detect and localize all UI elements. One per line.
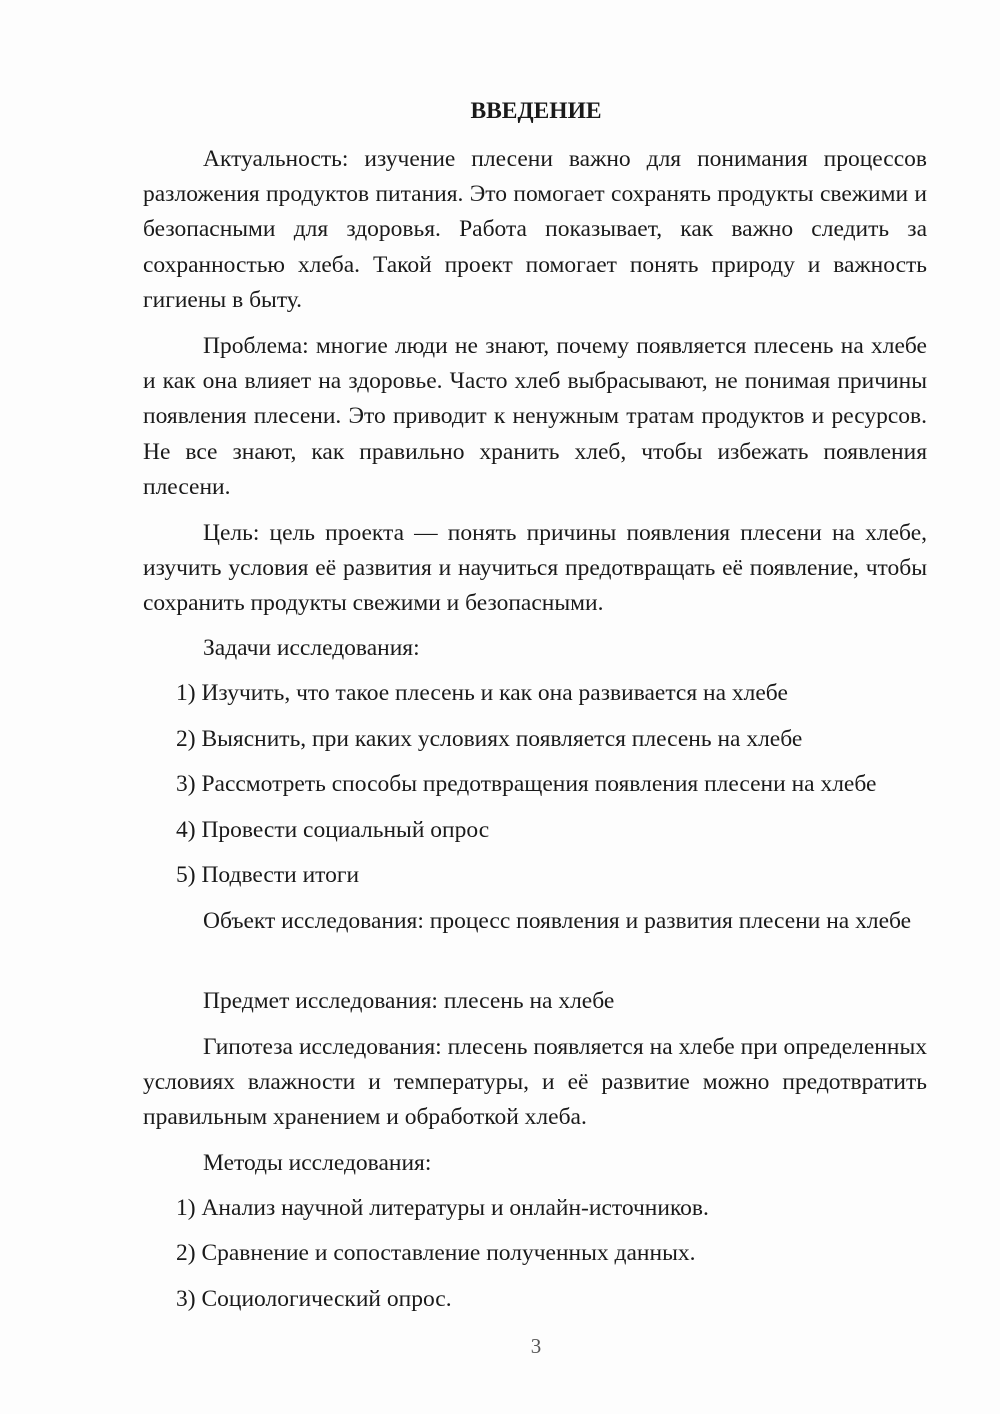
page-number: 3 [530, 1334, 542, 1358]
relevance-paragraph: Актуальность: изучение плесени важно для понимания процессов разложения продуктов питания. Это помогает сохранять продукты свежими и безопасными для здоровья. Работа показывает, как важно следить за сохранностью хлеба. Такой проект помогает понять природу и важность гигиены в быту. [143, 146, 927, 313]
task-item-5: 5) Подвести итоги [176, 862, 360, 888]
subject-paragraph: Предмет исследования: плесень на хлебе [203, 988, 615, 1014]
page-heading: ВВЕДЕНИЕ [470, 98, 602, 124]
task-item-3: 3) Рассмотреть способы предотвращения появления плесени на хлебе [176, 771, 877, 797]
task-item-4: 4) Провести социальный опрос [176, 817, 490, 843]
method-item-2: 2) Сравнение и сопоставление полученных данных. [176, 1240, 696, 1266]
task-item-1: 1) Изучить, что такое плесень и как она развивается на хлебе [176, 680, 788, 706]
problem-paragraph: Проблема: многие люди не знают, почему появляется плесень на хлебе и как она влияет на здоровье. Часто хлеб выбрасывают, не понимая причины появления плесени. Это приводит к ненужным тратам продуктов и ресурсов. Не все знают, как правильно хранить хлеб, чтобы избежать появления плесени. [143, 333, 927, 500]
goal-paragraph: Цель: цель проекта — понять причины появления плесени на хлебе, изучить условия её развития и научиться предотвращать её появление, чтобы сохранить продукты свежими и безопасными. [143, 520, 927, 617]
tasks-heading: Задачи исследования: [203, 635, 420, 661]
hypothesis-paragraph: Гипотеза исследования: плесень появляется на хлебе при определенных условиях влажности и температуры, и её развитие можно предотвратить правильным хранением и обработкой хлеба. [143, 1034, 927, 1131]
task-item-2: 2) Выяснить, при каких условиях появляется плесень на хлебе [176, 726, 803, 752]
methods-heading: Методы исследования: [203, 1150, 432, 1176]
object-paragraph: Объект исследования: процесс появления и развития плесени на хлебе [203, 908, 912, 934]
method-item-3: 3) Социологический опрос. [176, 1286, 452, 1312]
method-item-1: 1) Анализ научной литературы и онлайн-источников. [176, 1195, 709, 1221]
